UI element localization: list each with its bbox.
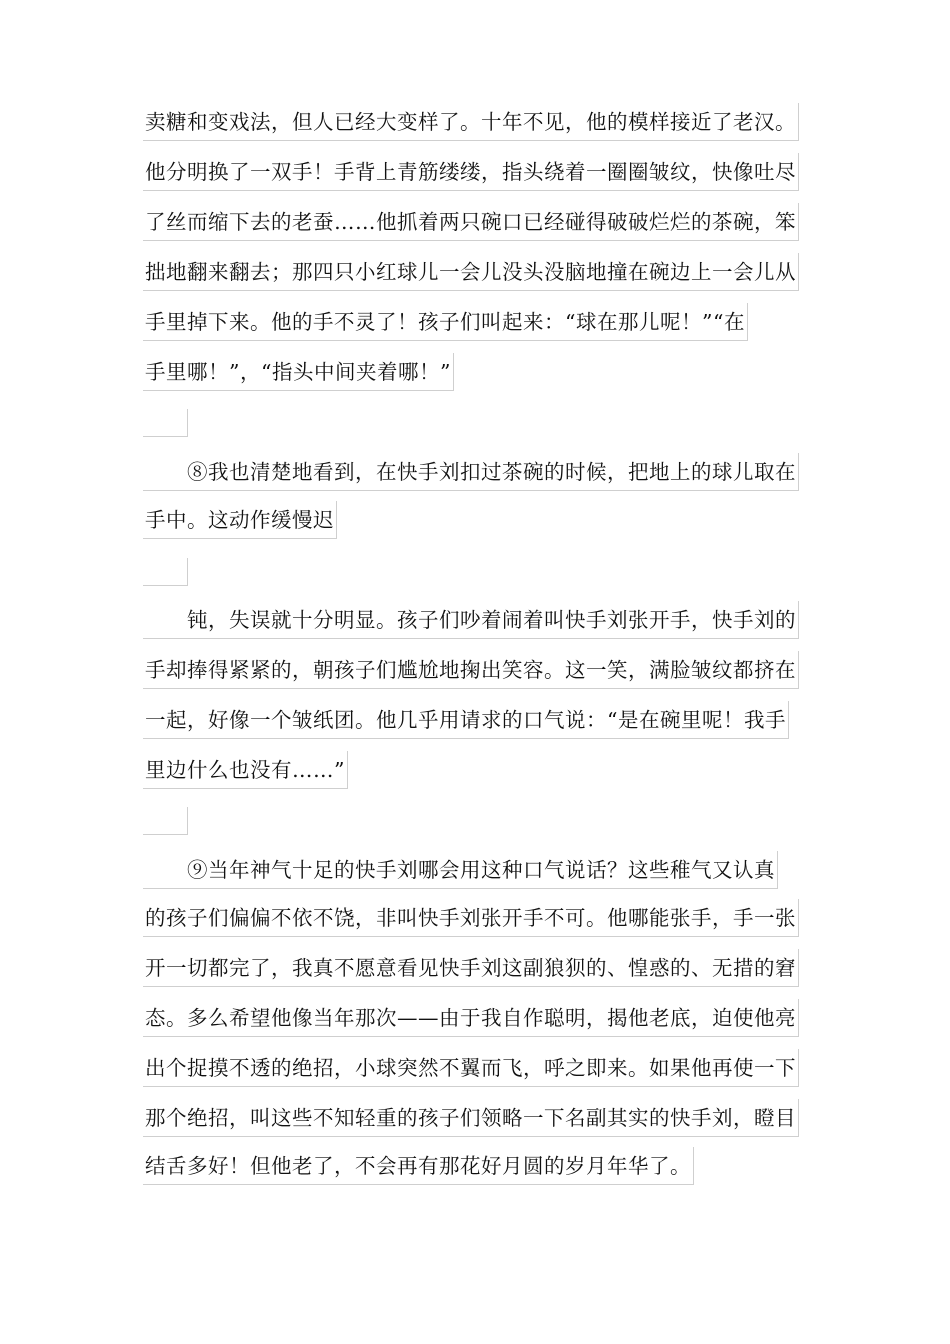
text-line: 他分明换了一双手！手背上青筋缕缕，指头绕着一圈圈皱纹，快像吐尽 [143,153,799,191]
text-line: 了丝而缩下去的老蚕……他抓着两只碗口已经碰得破破烂烂的茶碗，笨 [143,203,799,241]
text-line: 开一切都完了，我真不愿意看见快手刘这副狼狈的、惶惑的、无措的窘 [143,949,799,987]
blank-line [143,558,188,586]
paragraph-9-first-line: ⑨当年神气十足的快手刘哪会用这种口气说话？这些稚气又认真 [143,851,778,889]
text-line: 卖糖和变戏法，但人已经大变样了。十年不见，他的模样接近了老汉。 [143,103,799,141]
text-line: 一起，好像一个皱纸团。他几乎用请求的口气说：“是在碗里呢！我手 [143,701,789,739]
text-line: 拙地翻来翻去；那四只小红球儿一会儿没头没脑地撞在碗边上一会儿从 [143,253,799,291]
text-line: 手里哪！”，“指头中间夹着哪！” [143,353,454,391]
blank-line [143,807,188,835]
text-line: 出个捉摸不透的绝招，小球突然不翼而飞，呼之即来。如果他再使一下 [143,1049,799,1087]
text-line: 结舌多好！但他老了，不会再有那花好月圆的岁月年华了。 [143,1147,694,1185]
text-line: 手中。这动作缓慢迟 [143,501,337,539]
text-line: 手却捧得紧紧的，朝孩子们尴尬地掬出笑容。这一笑，满脸皱纹都挤在 [143,651,799,689]
text-line: 那个绝招，叫这些不知轻重的孩子们领略一下名副其实的快手刘，瞪目 [143,1099,799,1137]
paragraph-8-first-line: ⑧我也清楚地看到，在快手刘扣过茶碗的时候，把地上的球儿取在 [143,453,799,491]
text-line: 钝，失误就十分明显。孩子们吵着闹着叫快手刘张开手，快手刘的 [143,601,799,639]
text-line: 里边什么也没有……” [143,751,348,789]
blank-line [143,409,188,437]
text-line: 手里掉下来。他的手不灵了！孩子们叫起来：“球在那儿呢！”“在 [143,303,748,341]
text-line: 的孩子们偏偏不依不饶，非叫快手刘张开手不可。他哪能张手，手一张 [143,899,799,937]
text-line: 态。多么希望他像当年那次——由于我自作聪明，揭他老底，迫使他亮 [143,999,799,1037]
